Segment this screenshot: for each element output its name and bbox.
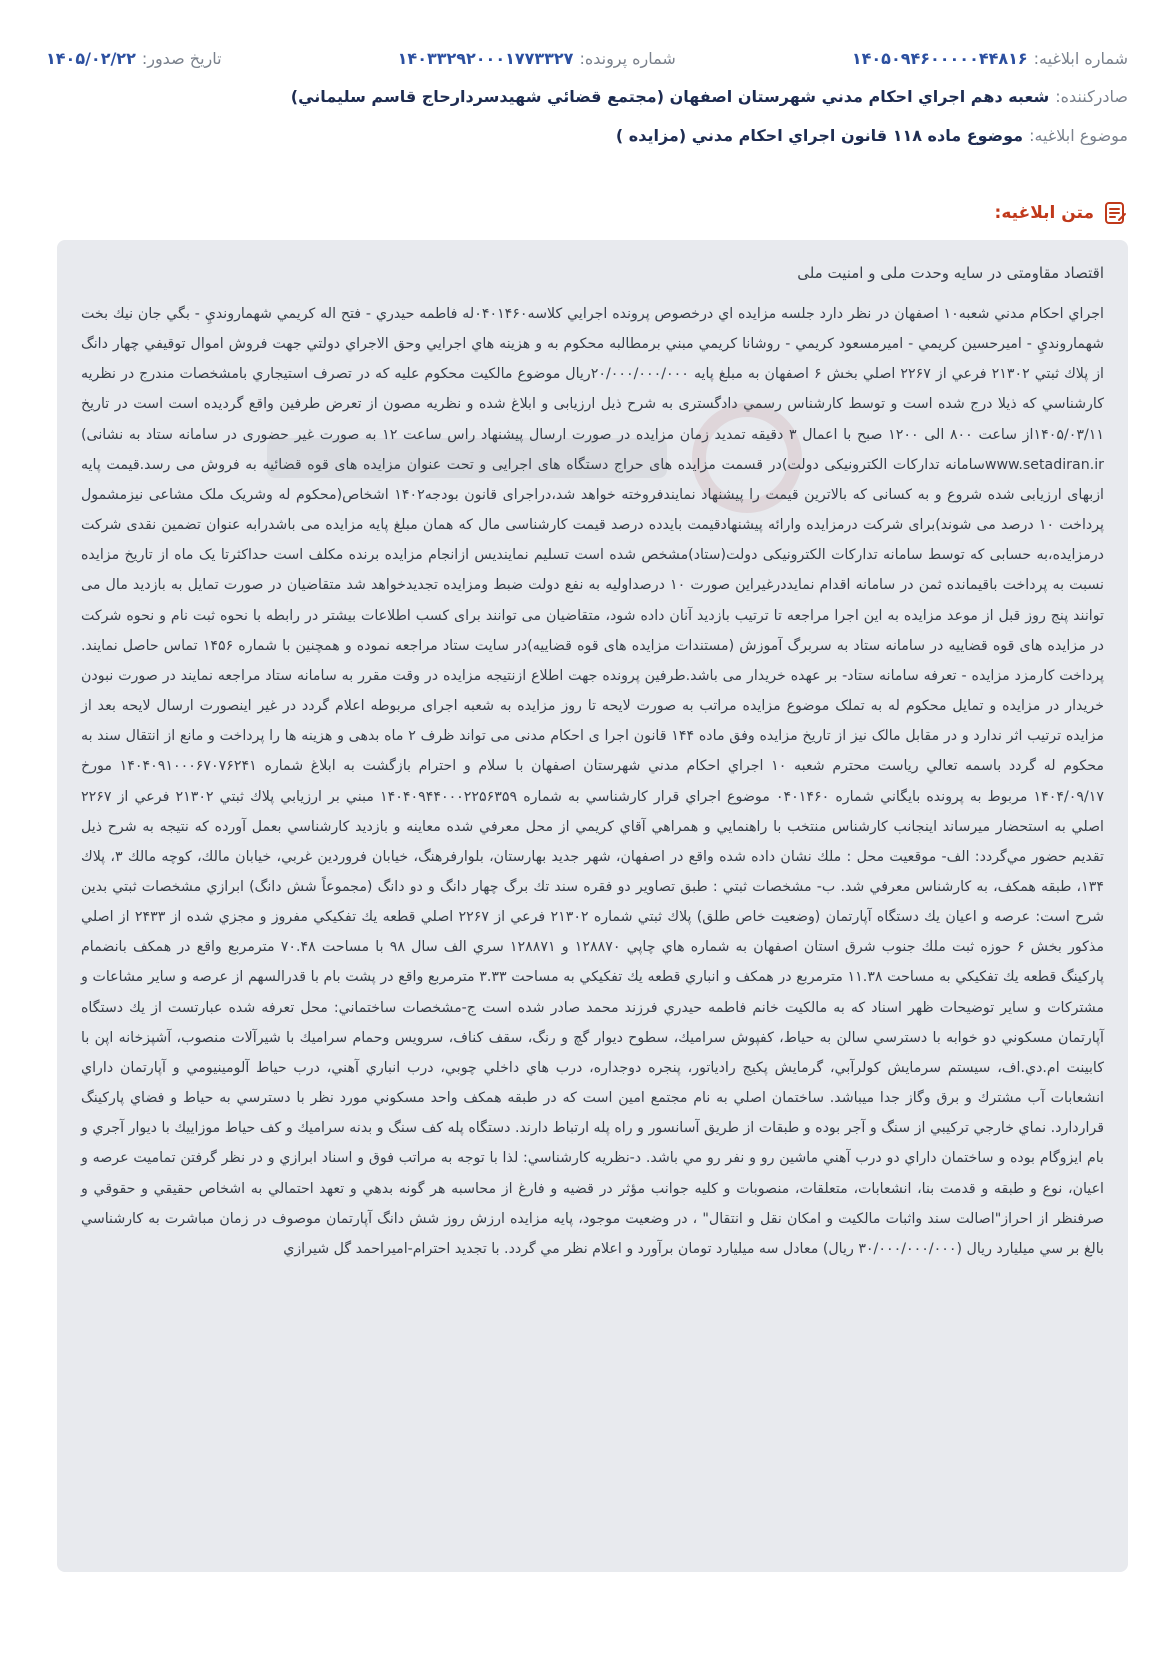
subject-label: موضوع ابلاغیه: bbox=[1029, 125, 1128, 145]
notice-slogan: اقتصاد مقاومتی در سایه وحدت ملی و امنیت ملی bbox=[797, 264, 1104, 282]
notice-number-label: شماره ابلاغیه: bbox=[1033, 49, 1128, 68]
notice-text-title: متن ابلاغیه: bbox=[994, 203, 1094, 223]
notice-header bbox=[46, 48, 1128, 163]
issue-date-value: ۱۴۰۵/۰۲/۲۲ bbox=[46, 49, 136, 68]
issue-date-label: تاریخ صدور: bbox=[141, 49, 222, 68]
subject-row bbox=[46, 125, 1128, 147]
notice-content-box bbox=[57, 240, 1128, 1572]
notice-number-value: ۱۴۰۵۰۹۴۶۰۰۰۰۰۴۴۸۱۶ bbox=[851, 49, 1028, 68]
document-notice-icon bbox=[1102, 200, 1128, 226]
issue-date bbox=[46, 48, 222, 70]
meta-row bbox=[46, 48, 1128, 70]
case-number bbox=[398, 48, 676, 70]
issuer-value: شعبه دهم اجراي احكام مدني شهرستان اصفهان (مجتمع قضائي شهيدسردارحاج قاسم سليماني) bbox=[290, 87, 1050, 107]
issuer-row bbox=[46, 86, 1128, 108]
notice-text-heading bbox=[995, 200, 1128, 226]
subject-value: موضوع ماده ۱۱۸ قانون اجراي احكام مدني (مزايده ) bbox=[615, 125, 1024, 145]
notice-body-text: اجراي احكام مدني شعبه۱۰ اصفهان در نظر دارد جلسه مزايده اي درخصوص پرونده اجرايي كلاسه۰۴۰۱۴۶۰له فاطمه حيدري - فتح اله كريمي شهمارونديِ - بگي جان نيك بخت شهمارونديِ - اميرحسين كريمي - اميرمسعود كريمي - روشانا كريمي مبني برمطالبه محكوم به و هزينه هاي اجرايي وحق الاجراي دولتي جهت فروش اموال توقيفي چهار دانگ از پلاك ثبتي ۲۱۳۰۲ فرعي از ۲۲۶۷ اصلي بخش ۶ اصفهان به مبلغ پايه ۲۰/۰۰۰/۰۰۰/۰۰۰ريال موضوع مالكيت محكوم عليه كه در تصرف استيجاري بامشخصات مندرج در نظريه كارشناسي كه ذيلا درج شده است و توسط كارشناس رسمي دادگستری به شرح ذيل ارزيابی و ابلاغ شده و نظريه مصون از تعرض طرفين واقع گرديده است است در تاريخ ۱۴۰۵/۰۳/۱۱از ساعت ۸۰۰ الی ۱۲۰۰ صبح با اعمال ۳ دقيقه تمديد زمان مزايده در صورت ارسال پيشنهاد راس ساعت ۱۲ به صورت غير حضوری در سامانه ستاد به نشانی) www.setadiran.irسامانه تداركات الكترونيكی دولت)در قسمت مزايده های حراج دستگاه های اجرايی و تحت عنوان مزايده های قوه قضائيه به فروش می رسد.قيمت پايه ازبهای ارزيابی شده شروع و به كسانی كه بالاترين قيمت را پيشنهاد نمايندفروخته خواهد شد،دراجرای قانون بودجه۱۴۰۲ اشخاص(محكوم له وشريک ملک مشاعی نيزمشمول پرداخت ۱۰ درصد می شوند)برای شركت درمزايده وارائه پيشنهادقيمت بايدده درصد قيمت كارشناسی مال كه همان مبلغ پايه مزايده می باشدرابه عنوان تضمين نقدی شركت درمزايده،به حسابی كه توسط سامانه تداركات الكترونيكی دولت(ستاد)مشخص شده است تسليم نماينديس ازانجام مزايده برنده مكلف است حداكثرتا يک ماه از تاريخ مزايده نسبت به پرداخت باقيمانده ثمن در سامانه اقدام نمايددرغيراين صورت ۱۰ درصداوليه به نفع دولت ضبط ومزايده تجديدخواهد شد متقاضيان در صورت تمايل به بازديد مال می توانند پنج روز قبل از موعد مزايده به اين اجرا مراجعه تا ترتيب بازديد آنان داده شود، متقاضيان می توانند برای كسب اطلاعات بيشتر در رابطه با نحوه ثبت نام و نحوه شركت در مزايده های قوه قضاييه در سامانه ستاد به سربرگ آموزش (مستندات مزايده های قوه قضاييه)در سايت ستاد مراجعه نموده و همچنين با شماره ۱۴۵۶ تماس حاصل نمايند. پرداخت كارمزد مزايده - تعرفه سامانه ستاد- بر عهده خريدار می باشد.طرفين پرونده جهت اطلاع ازنتيجه مزايده در وقت مقرر به سامانه ستاد مراجعه نمايند در صورت نبودن خريدار در مزايده و تمايل محكوم له به تملک موضوع مزايده مراتب به صورت لايحه تا روز مزايده به شعبه اجرای مربوطه اعلام گردد در غير اينصورت ارسال لايحه بعد از مزايده ترتيب اثر ندارد و در مقابل مالک نيز از تاريخ مزايده وفق ماده ۱۴۴ قانون اجرا ی احكام مدنی می تواند ظرف ۲ ماه بدهی و هزينه ها را پرداخت و مانع از انتقال سند به محكوم له گردد باسمه تعالي رياست محترم شعبه ۱۰ اجراي احكام مدني شهرستان اصفهان با سلام و احترام بازگشت به ابلاغ شماره ۱۴۰۴۰۹۱۰۰۰۶۷۰۷۶۲۴۱ مورخ ۱۴۰۴/۰۹/۱۷ مربوط به پرونده بايگاني شماره ۰۴۰۱۴۶۰ موضوع اجراي قرار كارشناسي به شماره ۱۴۰۴۰۹۴۴۰۰۰۲۲۵۶۳۵۹ مبني بر ارزيابي پلاك ثبتي ۲۱۳۰۲ فرعي از ۲۲۶۷ اصلي به استحضار ميرساند اينجانب كارشناس منتخب با راهنمايي و همراهي آقاي كريمي از محل معرفي شده معاينه و بازديد كارشناسي بعمل آورده كه نتيجه به شرح ذيل تقديم حضور مي‌گردد: الف- موقعيت محل : ملك نشان داده شده واقع در اصفهان، شهر جديد بهارستان، بلوارفرهنگ، خيابان فروردين غربي، خيابان مالك، كوچه مالك ۳، پلاك ۱۳۴، طبقه همكف، به كارشناس معرفي شد. ب- مشخصات ثبتي : طبق تصاوير دو فقره سند تك برگ چهار دانگ و دو دانگ (مجموعاً شش دانگ) ابرازي مشخصات ثبتي بدين شرح است: عرصه و اعيان يك دستگاه آپارتمان (وضعيت خاص طلق) پلاك ثبتي شماره ۲۱۳۰۲ فرعي از ۲۲۶۷ اصلي قطعه يك تفكيكي مفروز و مجزي شده از ۲۴۳۳ از اصلي مذكور بخش ۶ حوزه ثبت ملك جنوب شرق استان اصفهان به شماره هاي چاپي ۱۲۸۸۷۰ و ۱۲۸۸۷۱ سري الف سال ۹۸ با مساحت ۷۰.۴۸ مترمربع واقع در همكف بانضمام پاركينگ قطعه يك تفكيكي به مساحت ۱۱.۳۸ مترمربع در همكف و انباري قطعه يك تفكيكي به مساحت ۳.۳۳ مترمربع واقع در پشت بام با قدرالسهم از عرصه و ساير مشاعات و مشتركات و ساير توضيحات ظهر اسناد كه به مالكيت خانم فاطمه حيدري فرزند محمد صادر شده است ج-مشخصات ساختماني: محل تعرفه شده عبارتست از يك دستگاه آپارتمان مسكوني دو خوابه با دسترسي سالن به حياط، كفپوش سراميك، سطوح ديوار گچ و رنگ، سقف كناف، سرويس وحمام سراميك با شيرآلات منصوب، آشپزخانه اپن با كابينت ام.دي.اف، سيستم سرمايش كولرآبي، گرمايش پكيج رادياتور، پنجره دوجداره، درب هاي داخلي چوبي، درب انباري آهني، درب حياط آلومينيومي و آپارتمان داراي انشعابات آب مشترك و برق وگاز جدا ميباشد. ساختمان اصلي به نام مجتمع امين است كه در طبقه همكف واحد مسكوني مورد نظر با دسترسي به حياط و فضاي پاركينگ قراردارد. نماي خارجي تركيبي از سنگ و آجر بوده و طبقات از طريق آسانسور و راه پله ارتباط دارند. دستگاه پله كف سنگ و بدنه سراميك و كف حياط موزاييك با ديوار آجري و بام ايزوگام بوده و ساختمان داراي دو درب آهني ماشين رو و نفر رو مي باشد. د-نظريه كارشناسي: لذا با توجه به مراتب فوق و اسناد ابرازي و در نظر گرفتن تماميت عرصه و اعيان، نوع و طبقه و قدمت بنا، انشعابات، متعلقات، منصوبات و كليه جوانب مؤثر در قضيه و فارغ از محاسبه هر گونه بدهي و تعهد احتمالي به اشخاص حقيقي و حقوقي و صرفنظر از احراز"اصالت سند واثبات مالكيت و امكان نقل و انتقال" ، در وضعيت موجود، پايه مزايده ارزش روز شش دانگ آپارتمان موصوف در زمان مباشرت به كارشناسي بالغ بر سي ميليارد ريال (۳۰/۰۰۰/۰۰۰/۰۰۰ ريال) معادل سه ميليارد تومان برآورد و اعلام نظر مي گردد. با تجديد احترام-اميراحمد گل شيرازي bbox=[81, 306, 1105, 1257]
notice-number bbox=[852, 48, 1128, 70]
case-number-label: شماره پرونده: bbox=[579, 49, 676, 68]
case-number-value: ۱۴۰۳۳۲۹۲۰۰۰۱۷۷۳۳۲۷ bbox=[397, 49, 574, 68]
issuer-label: صادرکننده: bbox=[1055, 87, 1128, 107]
